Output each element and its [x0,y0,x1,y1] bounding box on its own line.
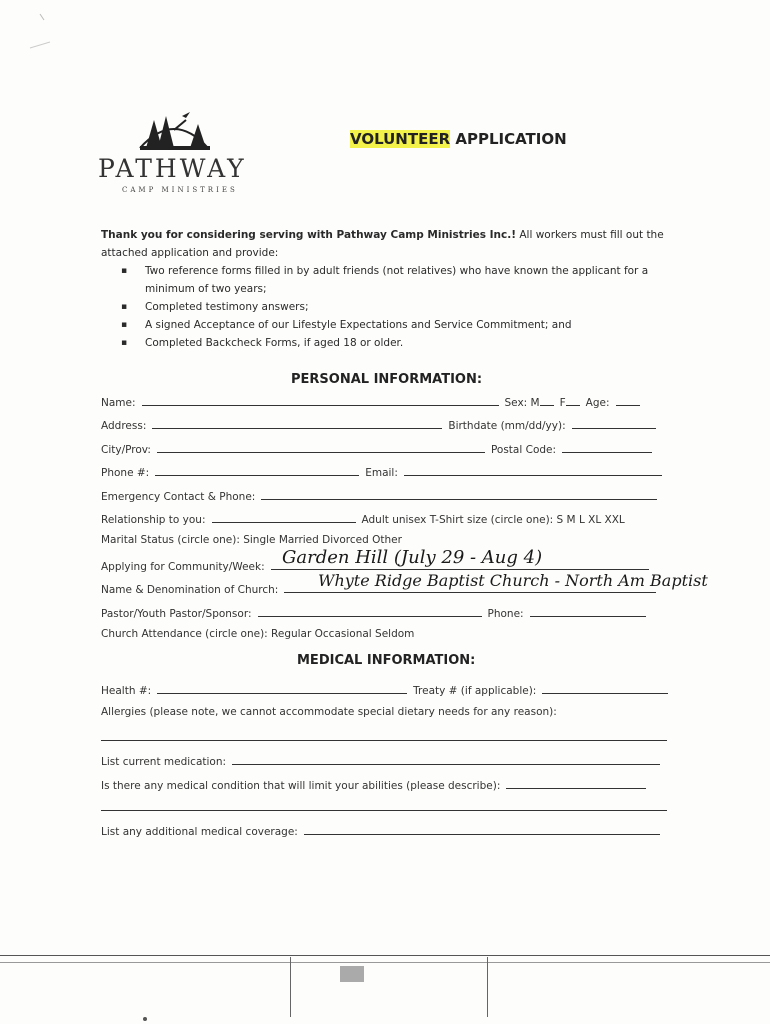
scan-footer-mark [290,957,488,1017]
sex-m-field[interactable] [540,394,554,406]
list-item: ▪ Two reference forms filled in by adult friends (not relatives) who have known the applicant for a minimum of two years; [121,262,681,298]
name-field[interactable] [142,394,499,406]
church-handwritten: Whyte Ridge Baptist Church - North Am Baptist [318,571,708,590]
personal-heading: PERSONAL INFORMATION: [291,372,483,387]
age-label: Age: [585,397,610,409]
phone-row [101,464,662,479]
city-field[interactable] [157,441,485,453]
applying-label: Applying for Community/Week: [101,561,265,573]
health-row [101,682,668,697]
relationship-label: Relationship to you: [101,514,206,526]
trees-logo-icon [134,106,214,152]
email-field[interactable] [404,464,662,476]
medication-label: List current medication: [101,756,227,768]
sex-f-field[interactable] [566,394,580,406]
condition-extra-field[interactable] [101,810,667,811]
medical-heading: MEDICAL INFORMATION: [297,653,476,668]
relationship-field[interactable] [212,511,356,523]
pathway-logo [98,106,258,196]
relationship-row [101,511,625,526]
emergency-row [101,488,657,503]
title-highlight: VOLUNTEER [350,130,451,148]
sex-f-label: F [559,397,566,409]
treaty-field[interactable] [542,682,668,694]
sex-label: Sex: M [504,397,540,409]
list-item: ▪ Completed Backcheck Forms, if aged 18 or older. [121,334,681,352]
city-row [101,441,652,456]
logo-wordmark: PATHWAY [98,154,247,183]
phone-label: Phone #: [101,467,150,479]
phone-field[interactable] [155,464,359,476]
condition-field[interactable] [506,777,646,789]
intro-lead: Thank you for considering serving with Pathway Camp Ministries Inc.! [101,229,516,241]
marital-label: Marital Status (circle one): Single Married Divorced Other [101,534,402,546]
pastor-row [101,605,646,620]
coverage-label: List any additional medical coverage: [101,826,298,838]
attendance-label: Church Attendance (circle one): Regular Occasional Seldom [101,628,415,640]
page-title [350,130,567,148]
church-label: Name & Denomination of Church: [101,584,279,596]
medication-field[interactable] [232,753,660,765]
logo-subtext: CAMP MINISTRIES [122,186,238,194]
coverage-row [101,823,660,838]
postal-label: Postal Code: [490,444,557,456]
tshirt-label: Adult unisex T-Shirt size (circle one): S M L XL XXL [361,514,625,526]
address-field[interactable] [152,417,442,429]
city-label: City/Prov: [101,444,151,456]
allergies-row [101,706,557,718]
postal-field[interactable] [562,441,652,453]
intro-rest: All workers must fill out the attached application and provide: [101,229,664,259]
film-icon [340,966,364,982]
birthdate-field[interactable] [572,417,656,429]
treaty-label: Treaty # (if applicable): [413,685,537,697]
pastor-label: Pastor/Youth Pastor/Sponsor: [101,608,252,620]
coverage-field[interactable] [304,823,660,835]
requirements-list [101,262,681,352]
age-field[interactable] [616,394,640,406]
medication-row [101,753,660,768]
attendance-row [101,628,414,640]
name-label: Name: [101,397,136,409]
applying-handwritten: Garden Hill (July 29 - Aug 4) [282,547,543,568]
name-row [101,394,640,409]
pastor-phone-field[interactable] [530,605,646,617]
pastor-field[interactable] [258,605,482,617]
intro-text [101,226,681,352]
birthdate-label: Birthdate (mm/dd/yy): [448,420,566,432]
marital-row [101,534,402,546]
email-label: Email: [365,467,398,479]
title-rest: APPLICATION [450,130,567,148]
allergies-label: Allergies (please note, we cannot accommodate special dietary needs for any reason): [101,706,557,718]
address-label: Address: [101,420,147,432]
condition-label: Is there any medical condition that will limit your abilities (please describe): [101,780,501,792]
list-item: ▪ Completed testimony answers; [121,298,681,316]
emergency-field[interactable] [261,488,657,500]
health-field[interactable] [157,682,407,694]
list-item: ▪ A signed Acceptance of our Lifestyle Expectations and Service Commitment; and [121,316,681,334]
pastor-phone-label: Phone: [487,608,524,620]
emergency-label: Emergency Contact & Phone: [101,491,256,503]
condition-row [101,777,646,792]
health-label: Health #: [101,685,152,697]
address-row [101,417,656,432]
allergies-field[interactable] [101,740,667,741]
